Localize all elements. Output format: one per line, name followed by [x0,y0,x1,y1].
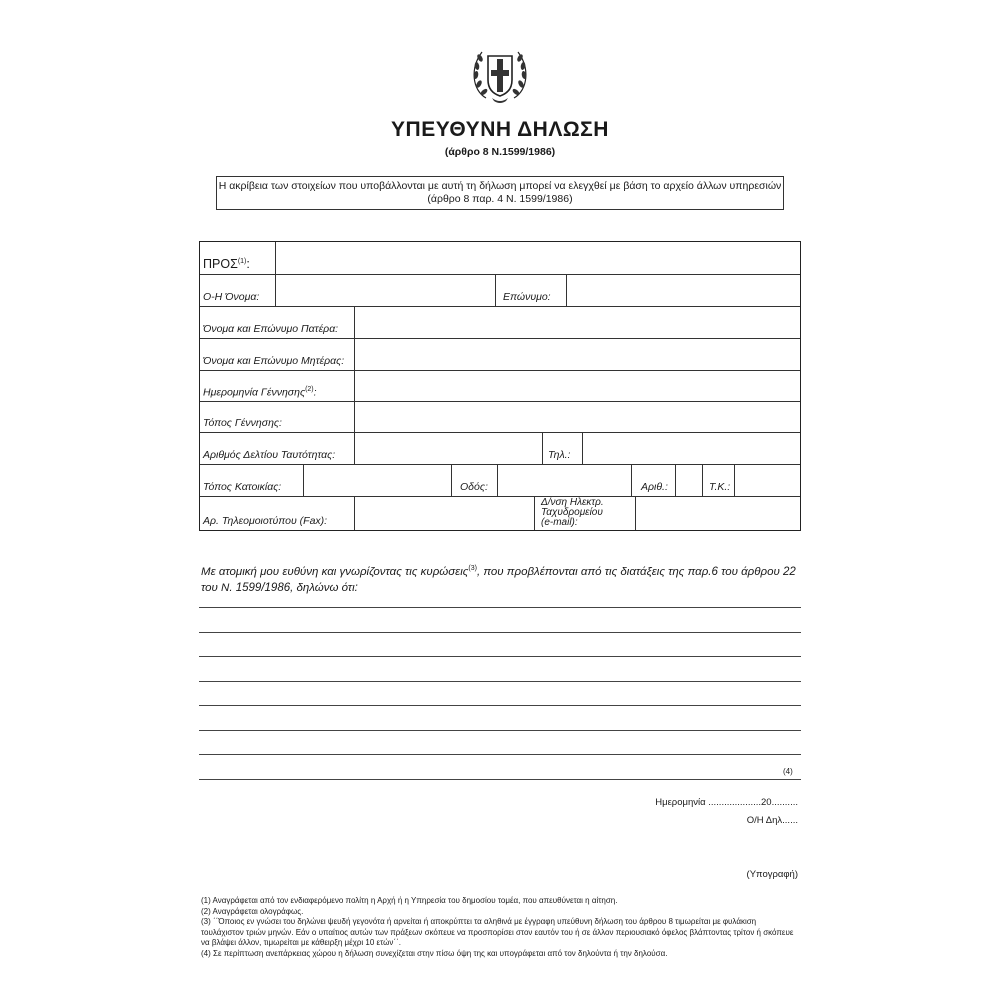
declarant-line: Ο/Η Δηλ...... [746,815,798,826]
first-name-field[interactable] [275,275,495,306]
street-label: Οδός: [460,481,488,493]
document-title: ΥΠΕΥΘΥΝΗ ΔΗΛΩΣΗ [391,118,609,141]
fax-label: Αρ. Τηλεομοιοτύπου (Fax): [203,515,328,527]
residence-field[interactable] [303,465,451,496]
date-line: Ημερομηνία ....................20.......... [655,797,798,808]
writing-line[interactable] [199,705,801,706]
writing-line[interactable] [199,779,801,780]
footnote-3: (3) ΄΄Όποιος εν γνώσει του δηλώνει ψευδή γεγονότα ή αρνείται ή αποκρύπτει τα αληθινά με έγγραφη υπεύθυνη δήλωση του άρθρου 8 τιμωρείται με φυλάκιση τουλάχιστον τριών μηνών. Εάν ο υπαίτιος αυτών των πράξεων σκόπευε να προσπορίσει στον εαυτόν του ή σε άλλον περιουσιακό όφελος βλάπτοντας τρίτον ή σκόπευε να βλάψει άλλον, τιμωρείται με κάθειρξη μέχρι 10 ετών΄΄. [201,917,794,947]
greek-coat-of-arms-icon [466,40,534,108]
email-field[interactable] [635,497,800,530]
street-number-label: Αριθ.: [641,481,668,493]
father-name-field[interactable] [354,307,800,338]
writing-line[interactable] [199,730,801,731]
writing-line[interactable] [199,607,801,608]
writing-line[interactable] [199,632,801,633]
father-name-label: Όνομα και Επώνυμο Πατέρα: [203,323,339,335]
notice-line-1: Η ακρίβεια των στοιχείων που υποβάλλονται με αυτή τη δήλωση μπορεί να ελεγχθεί με βάση το αρχείο άλλων υπηρεσιών [218,180,782,192]
street-field[interactable] [497,465,631,496]
document-subtitle: (άρθρο 8 Ν.1599/1986) [444,146,556,158]
form-row-name [200,275,800,307]
id-number-field[interactable] [354,433,542,464]
footnote-2: (2) Αναγράφεται ολογράφως. [201,906,304,916]
form-row-father [200,307,800,339]
to-field[interactable] [275,242,800,274]
email-label: Δ/νση Ηλεκτρ. Ταχυδρομείου (e-mail): [541,497,604,528]
form-row-id-phone [200,433,800,465]
signature-label: (Υπογραφή) [746,869,798,880]
id-number-label: Αριθμός Δελτίου Ταυτότητας: [203,449,336,461]
birth-date-label: Ημερομηνία Γέννησης$^{(2)}$: [203,385,317,398]
mother-name-label: Όνομα και Επώνυμο Μητέρας: [203,355,345,367]
footnote-4-marker: (4) [783,767,793,776]
birth-date-field[interactable] [354,371,800,401]
street-number-field[interactable] [675,465,702,496]
declaration-text: Με ατομική μου ευθύνη και γνωρίζοντας τις κυρώσεις$^{(3)}$, που προβλέπονται από τις διατάξεις της παρ.6 του άρθρου 22 του Ν. 1599/1986, δηλώνω ότι: [201,565,796,594]
fax-field[interactable] [354,497,534,530]
form-row-address [200,465,800,497]
notice-line-2: (άρθρο 8 παρ. 4 Ν. 1599/1986) [427,193,573,205]
phone-field[interactable] [582,433,800,464]
mother-name-field[interactable] [354,339,800,370]
to-label: ΠΡΟΣ$^{(1)}$: [203,257,250,271]
verification-notice-box [216,176,784,210]
form-row-to [200,242,800,275]
surname-field[interactable] [566,275,800,306]
footnote-1: (1) Αναγράφεται από τον ενδιαφερόμενο πολίτη η Αρχή ή η Υπηρεσία του δημοσίου τομέα, που απευθύνεται η αίτηση. [201,896,618,905]
form-row-mother [200,339,800,371]
form-row-birth-place [200,402,800,433]
birth-place-label: Τόπος Γέννησης: [203,417,282,429]
phone-label: Τηλ.: [548,449,571,461]
form-row-birth-date [200,371,800,402]
footnotes [201,896,801,959]
writing-line[interactable] [199,754,801,755]
residence-label: Τόπος Κατοικίας: [203,481,282,493]
form-row-fax-email [200,497,800,530]
birth-place-field[interactable] [354,402,800,432]
postal-code-label: Τ.Κ.: [709,481,731,493]
footnote-4: (4) Σε περίπτωση ανεπάρκειας χώρου η δήλωση συνεχίζεται στην πίσω όψη της και υπογράφεται από τον δηλούντα ή την δηλούσα. [201,948,668,958]
postal-code-field[interactable] [734,465,800,496]
writing-line[interactable] [199,681,801,682]
writing-line[interactable] [199,656,801,657]
surname-label: Επώνυμο: [503,291,551,303]
first-name-label: Ο-Η Όνομα: [203,291,260,303]
personal-details-form [199,241,801,531]
